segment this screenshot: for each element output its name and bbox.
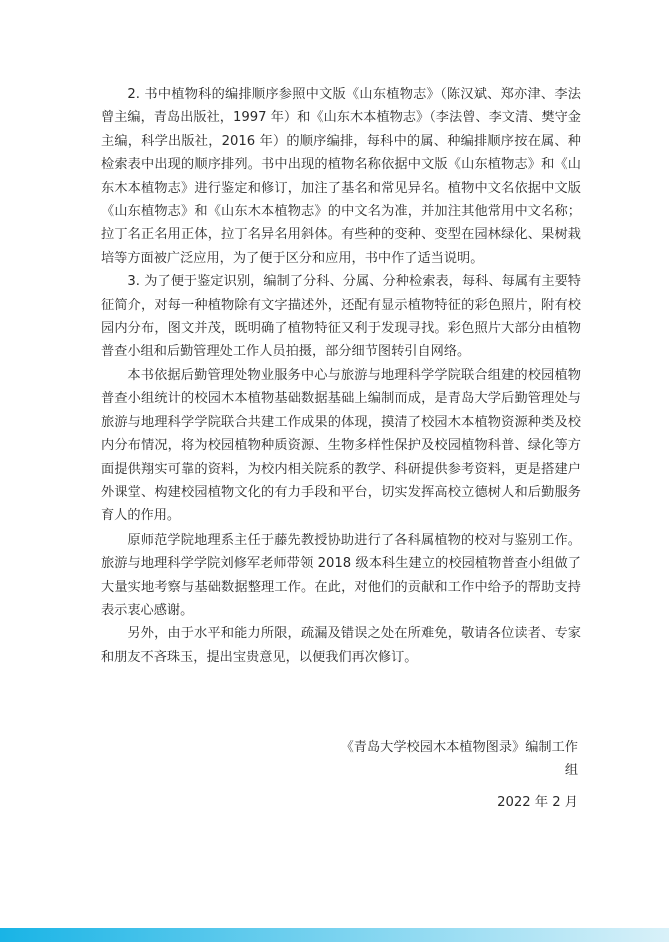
signature-block (330, 736, 578, 814)
paragraph-request-feedback: 另外，由于水平和能力所限，疏漏及错误之处在所难免，敬请各位读者、专家和朋友不吝珠玉，提出宝贵意见，以便我们再次修订。 (101, 626, 581, 665)
signature-organization: 《青岛大学校园木本植物图录》编制工作组 (340, 740, 578, 779)
paragraph-acknowledgement: 原师范学院地理系主任于藤先教授协助进行了各科属植物的校对与鉴别工作。旅游与地理科学学院刘修军老师带领 2018 级本科生建立的校园植物普查小组做了大量实地考察与基础数据整理工作。在此，对他们的贡献和工作中给予的帮助支持表示衷心感谢。 (101, 532, 581, 618)
paragraph-item-2: 2. 书中植物科的编排顺序参照中文版《山东植物志》（陈汉斌、郑亦津、李法曾主编，青岛出版社，1997 年）和《山东木本植物志》（李法曾、李文清、樊守金主编，科学出版社，2016 年）的顺序编排，每科中的属、种编排顺序按在属、种检索表中出现的顺序排列。书中出现的植物名称依据中文版《山东植物志》和《山东木本植物志》进行鉴定和修订，加注了基名和常见异名。植物中文名依据中文版《山东植物志》和《山东木本植物志》的中文名为准，并加注其他常用中文名称；拉丁名正名用正体，拉丁名异名用斜体。有些种的变种、变型在园林绿化、果树栽培等方面被广泛应用，为了便于区分和应用，书中作了适当说明。 (101, 87, 581, 266)
signature-date: 2022 年 2 月 (497, 794, 578, 810)
decorative-bottom-bar (0, 928, 669, 942)
document-body (101, 83, 581, 669)
paragraph-item-3: 3. 为了便于鉴定识别，编制了分科、分属、分种检索表，每科、每属有主要特征简介，对每一种植物除有文字描述外，还配有显示植物特征的彩色照片，附有校园内分布，图文并茂，既明确了植物特征又利于发现寻找。彩色照片大部分由植物普查小组和后勤管理处工作人员拍摄，部分细节图转引自网络。 (101, 274, 581, 360)
paragraph-book-basis: 本书依据后勤管理处物业服务中心与旅游与地理科学学院联合组建的校园植物普查小组统计的校园木本植物基础数据基础上编制而成，是青岛大学后勤管理处与旅游与地理科学学院联合共建工作成果的体现，摸清了校园木本植物资源种类及校内分布情况，将为校园植物种质资源、生物多样性保护及校园植物科普、绿化等方面提供翔实可靠的资料，为校内相关院系的教学、科研提供参考资料，更是搭建户外课堂、构建校园植物文化的有力手段和平台，切实发挥高校立德树人和后勤服务育人的作用。 (101, 367, 581, 524)
